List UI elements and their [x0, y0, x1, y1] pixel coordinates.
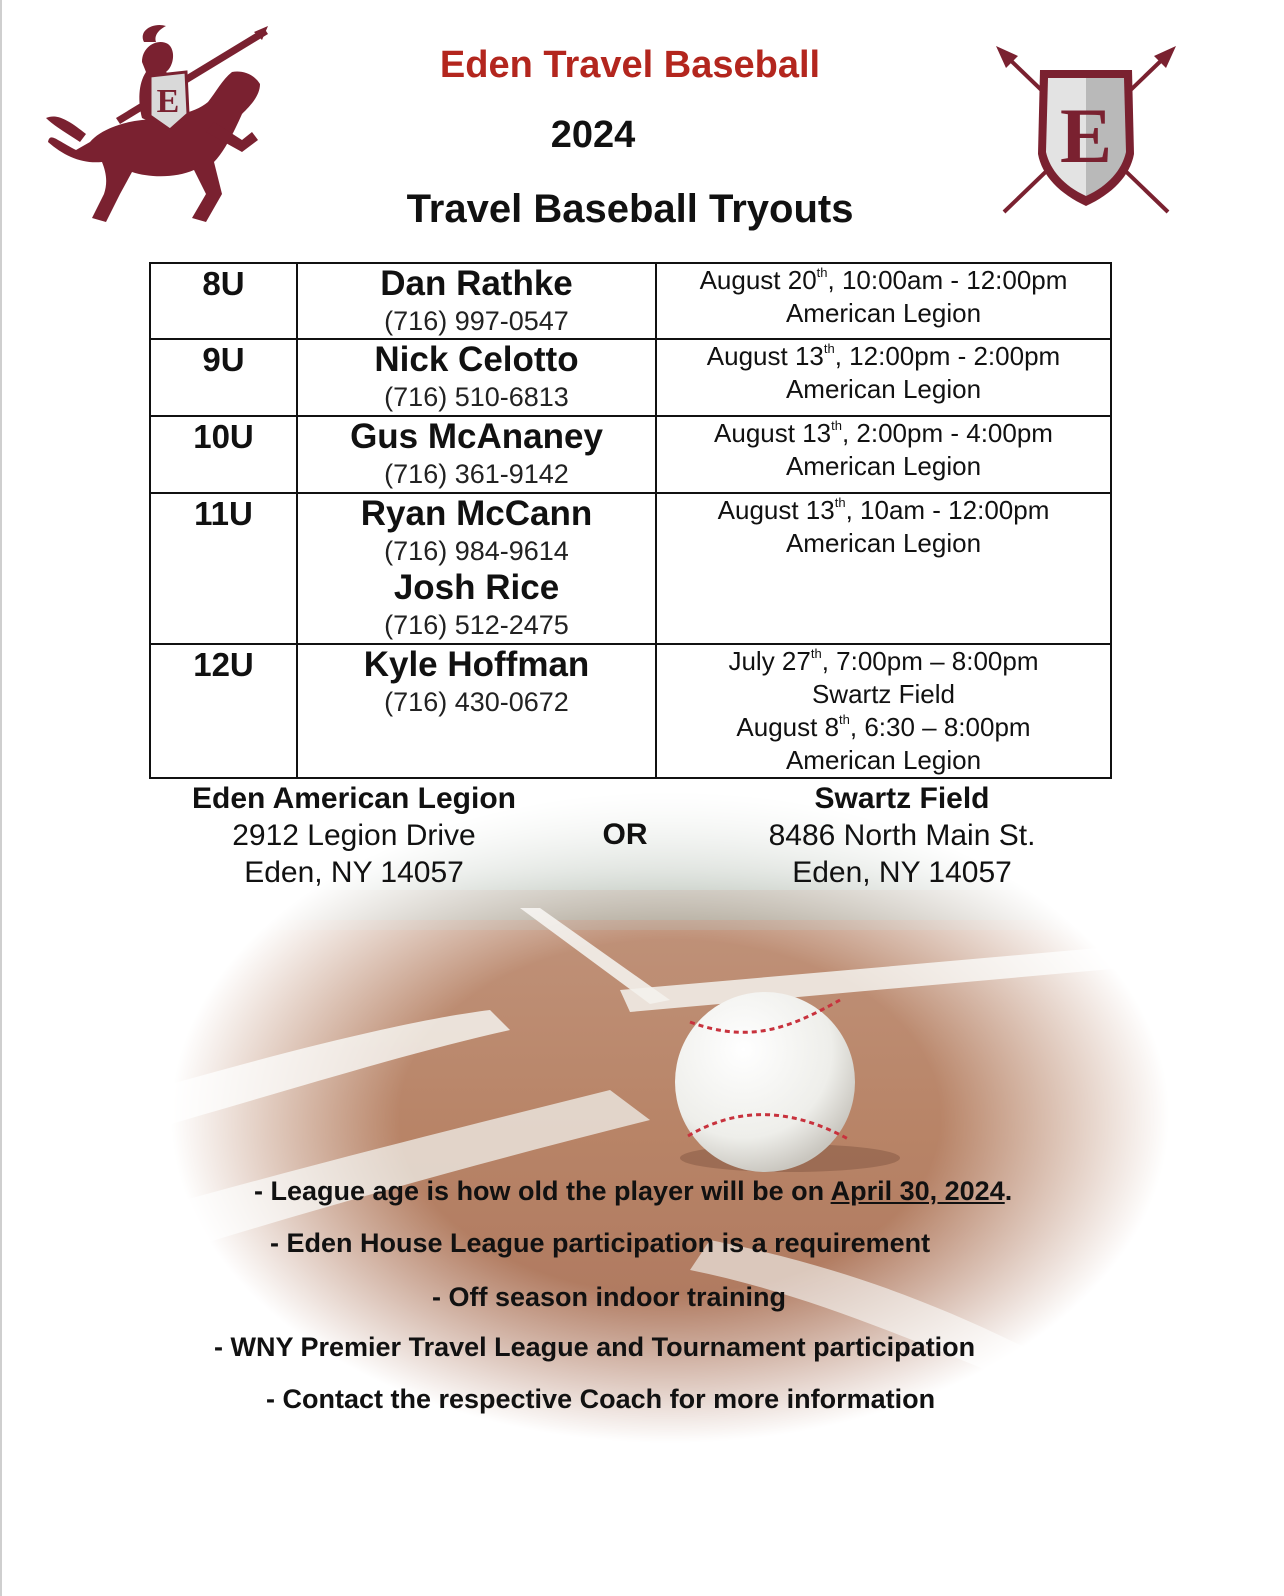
table-row [150, 493, 1111, 644]
knight-on-horse-icon [46, 22, 272, 232]
coach-phone: (716) 510-6813 [384, 382, 569, 412]
coach-phone: (716) 430-0672 [384, 687, 569, 717]
location-street: 2912 Legion Drive [232, 819, 476, 852]
table-row [150, 644, 1111, 778]
location-american-legion [164, 780, 544, 891]
table-row [150, 339, 1111, 416]
coach-phone: (716) 512-2475 [384, 610, 569, 640]
coach-cell [297, 339, 656, 416]
session-cell [656, 644, 1111, 778]
coach-cell [297, 263, 656, 339]
note-league-age: - League age is how old the player will be on April 30, 2024. [254, 1176, 1013, 1206]
league-age-date: April 30, 2024 [830, 1176, 1005, 1206]
tryouts-table [149, 262, 1112, 779]
coach-name: Josh Rice [393, 568, 560, 607]
location-city: Eden, NY 14057 [244, 856, 464, 889]
location-city: Eden, NY 14057 [792, 856, 1012, 889]
table-row [150, 416, 1111, 493]
table-row [150, 263, 1111, 339]
coach-cell [297, 644, 656, 778]
location-street: 8486 North Main St. [768, 819, 1036, 852]
session-date: July 27th, 7:00pm – 8:00pm [728, 646, 1039, 676]
session-location: American Legion [785, 528, 982, 558]
session-location: American Legion [785, 745, 982, 775]
coach-phone: (716) 361-9142 [384, 459, 569, 489]
session-location: American Legion [785, 374, 982, 404]
coach-phone: (716) 984-9614 [384, 536, 569, 566]
session-cell [656, 416, 1111, 493]
coach-name: Ryan McCann [360, 494, 593, 533]
or-separator: OR [602, 818, 648, 851]
session-location: American Legion [785, 451, 982, 481]
org-title: Eden Travel Baseball [439, 44, 821, 86]
location-swartz-field [712, 780, 1092, 891]
session-location: Swartz Field [811, 679, 956, 709]
session-cell [656, 339, 1111, 416]
session-cell [656, 493, 1111, 644]
note-contact-coach: - Contact the respective Coach for more information [266, 1384, 936, 1414]
session-location: American Legion [785, 298, 982, 328]
coach-name: Dan Rathke [380, 264, 573, 303]
session-cell [656, 263, 1111, 339]
age-group: 12U [150, 644, 297, 778]
age-group: 10U [150, 416, 297, 493]
note-indoor-training: - Off season indoor training [432, 1282, 787, 1312]
shield-with-spears-icon [992, 44, 1180, 220]
session-date: August 13th, 2:00pm - 4:00pm [714, 418, 1053, 448]
age-group: 9U [150, 339, 297, 416]
age-group: 11U [150, 493, 297, 644]
location-name: Swartz Field [814, 782, 990, 815]
coach-name: Nick Celotto [374, 340, 579, 379]
location-name: Eden American Legion [192, 782, 516, 815]
coach-name: Gus McAnaney [350, 417, 603, 456]
coach-name: Kyle Hoffman [363, 645, 590, 684]
note-house-league: - Eden House League participation is a requirement [270, 1228, 931, 1258]
page-edge [0, 0, 2, 1596]
shield-logo-letter: E [1059, 92, 1113, 179]
page-title: Travel Baseball Tryouts [406, 187, 854, 231]
coach-cell [297, 416, 656, 493]
coach-phone: (716) 997-0547 [384, 306, 569, 336]
session-date: August 13th, 10am - 12:00pm [717, 495, 1050, 525]
session-date: August 8th, 6:30 – 8:00pm [736, 712, 1031, 742]
session-date: August 20th, 10:00am - 12:00pm [699, 265, 1068, 295]
session-date: August 13th, 12:00pm - 2:00pm [706, 341, 1061, 371]
year-title: 2024 [550, 114, 636, 156]
note-wny-league: - WNY Premier Travel League and Tournament participation [214, 1332, 976, 1362]
baseball-field-image [150, 790, 1190, 1470]
coach-cell [297, 493, 656, 644]
age-group: 8U [150, 263, 297, 339]
knight-logo-letter: E [156, 83, 180, 120]
